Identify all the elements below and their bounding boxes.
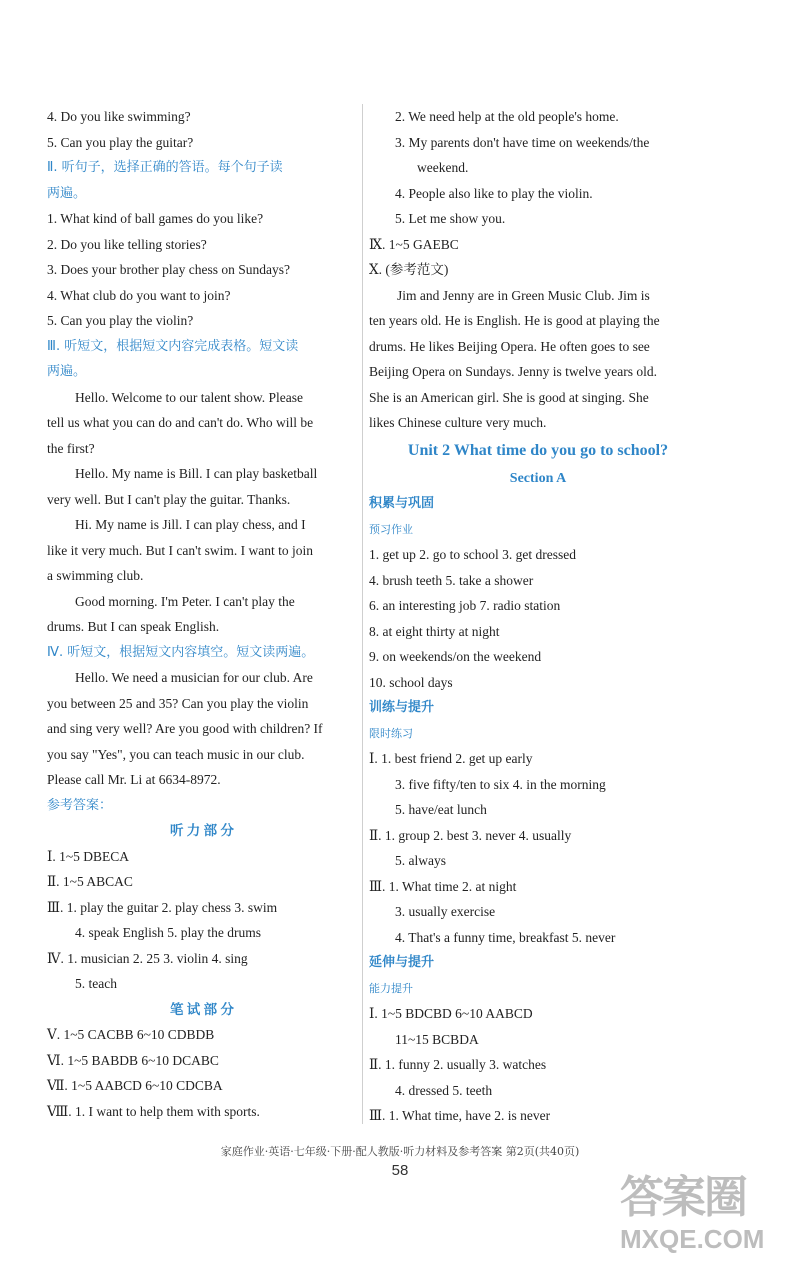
text-line: 8. at eight thirty at night xyxy=(369,623,500,639)
text-line: you say "Yes", you can teach music in our club. xyxy=(47,746,305,762)
text-line: 5. Can you play the guitar? xyxy=(47,134,194,150)
page-footer: 家庭作业·英语·七年级·下册·配人教版·听力材料及参考答案 第2页(共40页) xyxy=(220,1145,580,1158)
text-line: Hello. We need a musician for our club. Are xyxy=(75,670,313,685)
watermark-text: 答案圈 xyxy=(620,1172,746,1223)
text-line: 听 力 部 分 xyxy=(169,823,235,838)
text-line: Hello. Welcome to our talent show. Please xyxy=(75,389,303,405)
text-line: and sing very well? Are you good with children? If xyxy=(47,721,323,736)
text-line: 5. Let me show you. xyxy=(395,211,506,226)
text-line: the first? xyxy=(47,440,95,456)
right-column-bottom xyxy=(369,491,707,1129)
text-line: 5. have/eat lunch xyxy=(395,802,487,817)
left-column xyxy=(47,104,357,1124)
text-line: Ⅳ. 听短文，根据短文内容填空。短文读两遍。 xyxy=(47,644,315,660)
text-line: 10. school days xyxy=(369,674,453,690)
text-line: 限时练习 xyxy=(369,726,413,740)
text-line: Ⅱ. 1~5 ABCAC xyxy=(47,874,133,889)
text-line: like it very much. But I can't swim. I want to join xyxy=(47,542,314,558)
text-line: She is an American girl. She is good at singing. She xyxy=(369,389,649,405)
text-line: Ⅱ. 1. group 2. best 3. never 4. usually xyxy=(369,827,572,843)
text-line: Ⅲ. 1. play the guitar 2. play chess 3. swim xyxy=(47,899,278,915)
text-line: Ⅲ. 听短文，根据短文内容完成表格。短文读 xyxy=(47,338,299,354)
text-line: 5. Can you play the violin? xyxy=(47,313,194,328)
text-line: 训练与提升 xyxy=(369,700,435,715)
text-line: Beijing Opera on Sundays. Jenny is twelve years old. xyxy=(369,364,657,379)
text-line: 2. We need help at the old people's home. xyxy=(395,109,619,124)
column-divider xyxy=(362,104,363,1124)
text-line: 1. get up 2. go to school 3. get dressed xyxy=(369,547,576,562)
text-line: 4. speak English 5. play the drums xyxy=(75,925,261,940)
text-line: a swimming club. xyxy=(47,568,144,583)
text-line: Ⅳ. 1. musician 2. 25 3. violin 4. sing xyxy=(47,950,248,966)
text-line: 4. dressed 5. teeth xyxy=(395,1082,493,1098)
page-number: 58 xyxy=(391,1162,409,1179)
text-line: Ⅶ. 1~5 AABCD 6~10 CDCBA xyxy=(47,1078,223,1093)
text-line: 6. an interesting job 7. radio station xyxy=(369,598,561,613)
text-line: weekend. xyxy=(417,160,469,175)
text-line: Ⅵ. 1~5 BABDB 6~10 DCABC xyxy=(47,1052,219,1068)
text-line: 4. That's a funny time, breakfast 5. never xyxy=(395,929,616,945)
text-line: Ⅰ. 1. best friend 2. get up early xyxy=(369,751,533,766)
text-line: 3. My parents don't have time on weekends/the xyxy=(395,134,650,150)
text-line: drums. But I can speak English. xyxy=(47,619,220,634)
text-line: 3. usually exercise xyxy=(395,904,496,919)
text-line: Please call Mr. Li at 6634-8972. xyxy=(47,772,221,787)
text-line: very well. But I can't play the guitar. Thanks. xyxy=(47,491,291,507)
text-line: likes Chinese culture very much. xyxy=(369,415,547,430)
text-line: 延伸与提升 xyxy=(369,955,435,970)
unit-title: Unit 2 What time do you go to school? xyxy=(407,441,669,459)
text-line: 5. teach xyxy=(75,976,117,991)
text-line: drums. He likes Beijing Opera. He often goes to see xyxy=(369,338,650,354)
text-line: 积累与巩固 xyxy=(369,496,435,511)
text-line: Hello. My name is Bill. I can play basketball xyxy=(75,466,318,481)
text-line: Ⅷ. 1. I want to help them with sports. xyxy=(47,1103,260,1119)
text-line: Ⅰ. 1~5 DBECA xyxy=(47,848,130,864)
text-line: Ⅲ. 1. What time 2. at night xyxy=(369,878,517,894)
text-line: 两遍。 xyxy=(47,185,87,201)
text-line: Good morning. I'm Peter. I can't play the xyxy=(75,593,295,609)
text-line: 5. always xyxy=(395,853,446,868)
text-line: Ⅲ. 1. What time, have 2. is never xyxy=(369,1108,551,1123)
text-line: Jim and Jenny are in Green Music Club. Jim is xyxy=(397,287,650,303)
text-line: 1. What kind of ball games do you like? xyxy=(47,211,264,226)
text-line: Ⅱ. 1. funny 2. usually 3. watches xyxy=(369,1057,547,1072)
watermark-logo xyxy=(620,1172,792,1270)
text-line: 两遍。 xyxy=(47,364,87,379)
text-line: Ⅸ. 1~5 GAEBC xyxy=(369,236,459,252)
text-line: tell us what you can do and can't do. Who will be xyxy=(47,415,314,430)
section-title: Section A xyxy=(509,470,567,486)
text-line: ten years old. He is English. He is good at playing the xyxy=(369,313,660,328)
text-line: you between 25 and 35? Can you play the violin xyxy=(47,695,309,711)
text-line: 3. Does your brother play chess on Sundays? xyxy=(47,262,290,277)
text-line: 2. Do you like telling stories? xyxy=(47,236,207,252)
text-line: Hi. My name is Jill. I can play chess, and I xyxy=(75,517,306,532)
text-line: 4. brush teeth 5. take a shower xyxy=(369,572,534,588)
text-line: 9. on weekends/on the weekend xyxy=(369,649,542,664)
right-column xyxy=(369,104,707,1129)
watermark-url: MXQE.COM xyxy=(620,1224,765,1254)
text-line: 11~15 BCBDA xyxy=(395,1031,479,1047)
text-line: Ⅴ. 1~5 CACBB 6~10 CDBDB xyxy=(47,1027,215,1042)
text-line: Ⅱ. 听句子，选择正确的答语。每个句子读 xyxy=(47,160,283,175)
text-line: Ⅹ. (参考范文) xyxy=(369,262,449,277)
text-line: 4. What club do you want to join? xyxy=(47,287,231,303)
right-column-top xyxy=(369,104,707,436)
text-line: 4. People also like to play the violin. xyxy=(395,185,593,201)
text-line: 3. five fifty/ten to six 4. in the morning xyxy=(395,776,606,792)
text-line: 4. Do you like swimming? xyxy=(47,109,191,124)
text-line: Ⅰ. 1~5 BDCBD 6~10 AABCD xyxy=(369,1006,533,1021)
text-line: 参考答案： xyxy=(47,797,113,813)
text-line: 笔 试 部 分 xyxy=(169,1001,235,1017)
text-line: 预习作业 xyxy=(369,522,413,536)
text-line: 能力提升 xyxy=(369,981,413,995)
